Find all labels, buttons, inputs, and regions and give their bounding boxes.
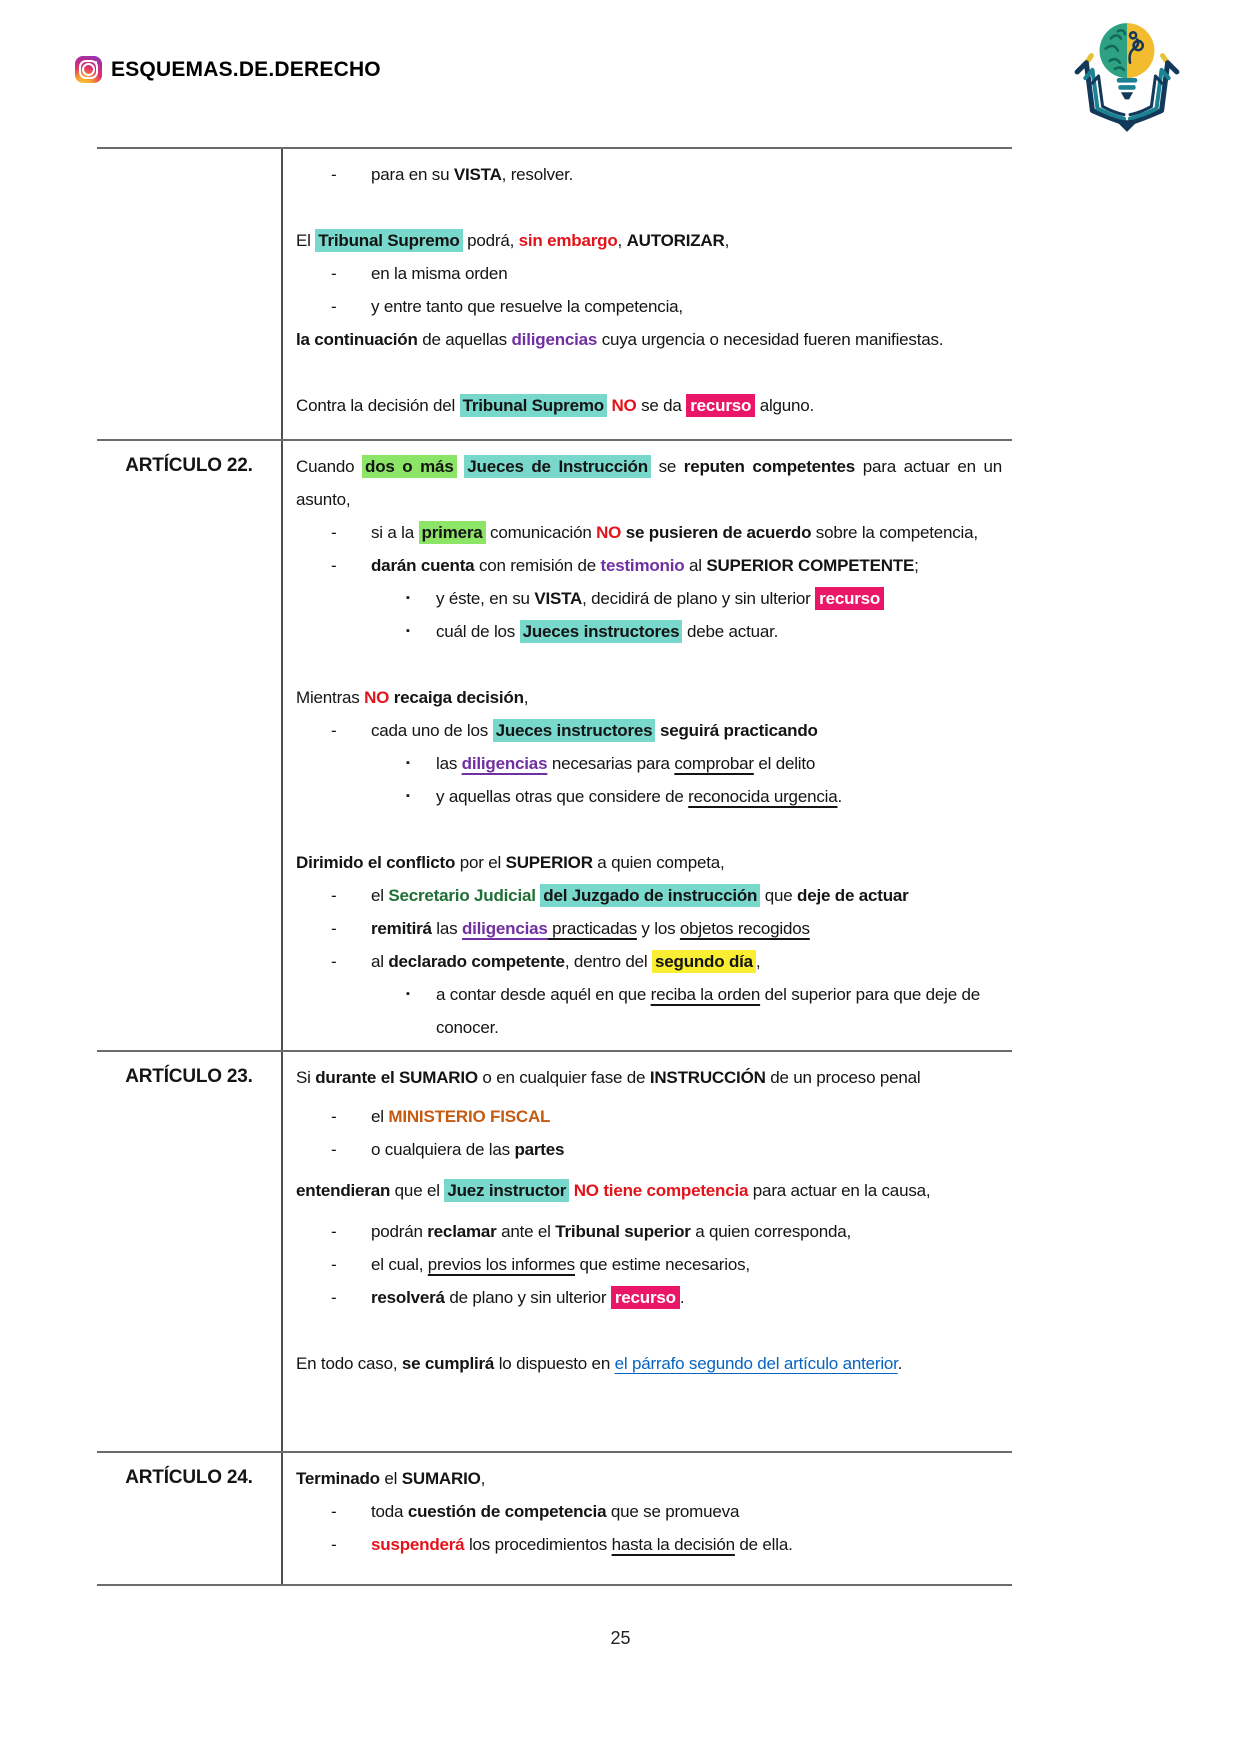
text-segment: . xyxy=(837,787,842,806)
text-line xyxy=(296,1100,1002,1133)
text-segment: practicadas xyxy=(547,919,637,938)
text-segment: reputen competentes xyxy=(683,457,856,476)
highlighted-text: Juez instructor xyxy=(444,1179,569,1202)
text-segment: al xyxy=(371,952,389,971)
text-segment: alguno. xyxy=(755,396,815,415)
text-line xyxy=(296,945,1002,978)
text-segment: resolverá xyxy=(371,1288,445,1307)
text-segment: y aquellas otras que considere de xyxy=(436,787,689,806)
text-segment: cada uno de los xyxy=(371,721,493,740)
text-segment: diligencias xyxy=(461,754,548,773)
text-segment: en la misma orden xyxy=(371,264,508,283)
text-segment: testimonio xyxy=(600,556,685,575)
instagram-icon xyxy=(75,56,102,83)
highlighted-text: Jueces instructores xyxy=(520,620,683,643)
text-line xyxy=(296,1248,1002,1281)
text-segment: de ella. xyxy=(734,1535,793,1554)
text-segment: que xyxy=(760,886,798,905)
text-segment: para actuar en la causa, xyxy=(748,1181,931,1200)
text-segment: VISTA xyxy=(453,165,502,184)
highlighted-text: recurso xyxy=(686,394,755,417)
text-segment: Tribunal superior xyxy=(555,1222,691,1241)
highlighted-text: Jueces instructores xyxy=(493,719,656,742)
text-segment: . xyxy=(897,1354,903,1373)
text-segment: hasta la decisión xyxy=(611,1535,735,1554)
text-line xyxy=(296,1061,1002,1094)
text-segment: por el xyxy=(455,853,506,872)
text-segment: se pusieren de acuerdo xyxy=(625,523,812,542)
highlighted-text: segundo día xyxy=(652,950,756,973)
text-segment: diligencias xyxy=(461,919,548,938)
text-line xyxy=(296,978,1002,1044)
text-segment: , xyxy=(480,1469,486,1488)
text-segment: reconocida urgencia xyxy=(688,787,838,806)
text-segment: necesarias para xyxy=(547,754,675,773)
text-segment: Secretario Judicial xyxy=(388,886,536,905)
cross-reference-link[interactable]: el párrafo segundo del artículo anterior xyxy=(614,1354,898,1373)
text-line xyxy=(296,549,1002,582)
text-segment: , xyxy=(755,952,761,971)
text-segment: y éste, en su xyxy=(436,589,535,608)
text-segment: sobre la competencia, xyxy=(811,523,978,542)
book-spine xyxy=(1112,117,1143,132)
text-segment: El xyxy=(296,231,316,250)
text-segment: el cual, xyxy=(371,1255,428,1274)
text-segment: se xyxy=(650,457,684,476)
instagram-camera-lens xyxy=(82,63,95,76)
text-segment: . xyxy=(679,1288,685,1307)
text-line xyxy=(296,1133,1002,1166)
text-line xyxy=(296,323,1002,356)
text-segment: ; xyxy=(914,556,919,575)
text-segment: si a la xyxy=(371,523,419,542)
table-row xyxy=(97,147,1012,439)
text-segment: o cualquiera de las xyxy=(371,1140,515,1159)
text-segment: se cumplirá xyxy=(401,1354,495,1373)
table-row xyxy=(97,439,1012,1050)
text-segment: NO xyxy=(611,396,637,415)
text-line xyxy=(296,389,1002,422)
text-segment: ante el xyxy=(496,1222,556,1241)
text-segment: que estime necesarios, xyxy=(574,1255,750,1274)
text-line xyxy=(296,1462,1002,1495)
text-segment: remitirá xyxy=(371,919,432,938)
text-line xyxy=(296,1495,1002,1528)
article-label: ARTÍCULO 24. xyxy=(97,1453,283,1584)
table-row xyxy=(97,1050,1012,1451)
text-segment: , dentro del xyxy=(564,952,652,971)
text-segment: las xyxy=(431,919,462,938)
highlighted-text: Tribunal Supremo xyxy=(460,394,607,417)
spacer xyxy=(296,813,1002,846)
page-number: 25 xyxy=(610,1628,631,1648)
text-segment: debe actuar. xyxy=(682,622,779,641)
highlighted-text: del Juzgado de instrucción xyxy=(540,884,760,907)
text-segment: a contar desde aquél en que xyxy=(436,985,651,1004)
text-segment: el xyxy=(371,886,389,905)
text-line xyxy=(296,158,1002,191)
text-line xyxy=(296,450,1002,516)
text-segment: podrán xyxy=(371,1222,428,1241)
text-segment: NO xyxy=(596,523,622,542)
article-content xyxy=(283,1052,1012,1451)
text-segment: darán cuenta xyxy=(371,556,475,575)
text-segment: que el xyxy=(390,1181,445,1200)
text-segment: AUTORIZAR xyxy=(626,231,725,250)
text-line xyxy=(296,912,1002,945)
spacer xyxy=(296,191,1002,224)
text-segment: el xyxy=(379,1469,402,1488)
text-segment: previos los informes xyxy=(427,1255,575,1274)
text-segment: comprobar xyxy=(674,754,754,773)
text-segment: el xyxy=(371,1107,389,1126)
text-line xyxy=(296,846,1002,879)
text-line xyxy=(296,615,1002,648)
text-segment: , decidirá de plano y sin ulterior xyxy=(582,589,816,608)
text-segment: y entre tanto que resuelve la competencia, xyxy=(371,297,683,316)
text-segment: seguirá practicando xyxy=(659,721,818,740)
text-segment: de aquellas xyxy=(417,330,512,349)
article-label: ARTÍCULO 22. xyxy=(97,441,283,1050)
text-segment: podrá, xyxy=(462,231,519,250)
text-segment: se da xyxy=(636,396,687,415)
brand-title: ESQUEMAS.DE.DERECHO xyxy=(111,57,381,81)
text-segment: el delito xyxy=(753,754,816,773)
text-segment: Contra la decisión del xyxy=(296,396,460,415)
text-segment: Mientras xyxy=(296,688,365,707)
table-row xyxy=(97,1451,1012,1584)
text-segment: entendieran xyxy=(296,1181,391,1200)
text-line xyxy=(296,224,1002,257)
text-line xyxy=(296,714,1002,747)
text-segment: NO tiene competencia xyxy=(573,1181,749,1200)
text-segment: a quien competa, xyxy=(592,853,725,872)
text-segment: o en cualquier fase de xyxy=(477,1068,650,1087)
page-header xyxy=(75,56,381,83)
text-segment: En todo caso, xyxy=(296,1354,402,1373)
text-segment: comunicación xyxy=(485,523,597,542)
text-segment: suspenderá xyxy=(371,1535,465,1554)
text-line xyxy=(296,879,1002,912)
text-line xyxy=(296,1281,1002,1314)
text-line xyxy=(296,582,1002,615)
text-segment: a quien corresponda, xyxy=(690,1222,851,1241)
text-line xyxy=(296,1215,1002,1248)
text-segment: reclamar xyxy=(427,1222,497,1241)
text-segment: partes xyxy=(514,1140,565,1159)
highlighted-text: recurso xyxy=(611,1286,680,1309)
text-segment: con remisión de xyxy=(474,556,601,575)
article-content xyxy=(283,1453,1012,1584)
text-segment: sin embargo xyxy=(518,231,618,250)
text-line xyxy=(296,1347,1002,1380)
text-segment: del superior para que deje de conocer. xyxy=(436,985,980,1037)
highlighted-text: Tribunal Supremo xyxy=(315,229,462,252)
text-segment: los procedimientos xyxy=(464,1535,612,1554)
highlighted-text: Jueces de Instrucción xyxy=(464,455,651,478)
text-line xyxy=(296,747,1002,780)
text-segment: objetos recogidos xyxy=(679,919,810,938)
text-segment: cuál de los xyxy=(436,622,520,641)
text-line xyxy=(296,681,1002,714)
highlighted-text: primera xyxy=(419,521,486,544)
text-segment: las xyxy=(436,754,462,773)
brain-book-logo xyxy=(1066,16,1188,134)
text-segment: Cuando xyxy=(296,457,363,476)
text-segment: SUMARIO xyxy=(401,1469,481,1488)
text-segment: de plano y sin ulterior xyxy=(444,1288,611,1307)
text-segment: SUPERIOR COMPETENTE xyxy=(706,556,915,575)
text-segment: VISTA xyxy=(534,589,583,608)
text-segment: la continuación xyxy=(296,330,418,349)
text-segment: recaiga decisión xyxy=(393,688,524,707)
text-segment: diligencias xyxy=(511,330,598,349)
text-segment: deje de actuar xyxy=(797,886,909,905)
spacer xyxy=(296,1314,1002,1347)
schema-table xyxy=(97,147,1012,1586)
article-label: ARTÍCULO 23. xyxy=(97,1052,283,1451)
text-segment: que se promueva xyxy=(606,1502,740,1521)
text-segment: toda xyxy=(371,1502,408,1521)
text-segment: para en su xyxy=(371,165,454,184)
text-segment: , xyxy=(617,231,627,250)
text-segment: durante el SUMARIO xyxy=(315,1068,478,1087)
text-segment: para actuar en un asunto, xyxy=(296,457,1002,509)
spacer xyxy=(296,356,1002,389)
text-segment: Si xyxy=(296,1068,316,1087)
text-segment: reciba la orden xyxy=(650,985,761,1004)
text-segment: , resolver. xyxy=(501,165,574,184)
article-content xyxy=(283,149,1012,439)
text-segment: cuya urgencia o necesidad fueren manifiestas. xyxy=(597,330,944,349)
text-segment: lo dispuesto en xyxy=(494,1354,615,1373)
text-line xyxy=(296,1528,1002,1561)
text-segment: , xyxy=(724,231,730,250)
text-segment: , xyxy=(523,688,529,707)
text-segment: MINISTERIO FISCAL xyxy=(388,1107,551,1126)
text-line xyxy=(296,516,1002,549)
instagram-camera-flash-dot xyxy=(95,61,98,64)
text-line xyxy=(296,290,1002,323)
text-segment: al xyxy=(684,556,707,575)
text-segment: declarado competente xyxy=(388,952,565,971)
text-line xyxy=(296,257,1002,290)
article-label xyxy=(97,149,283,439)
text-segment: cuestión de competencia xyxy=(407,1502,607,1521)
text-segment: NO xyxy=(364,688,390,707)
text-segment: SUPERIOR xyxy=(505,853,593,872)
text-line xyxy=(296,1174,1002,1207)
highlighted-text: dos o más xyxy=(362,455,457,478)
spacer xyxy=(296,648,1002,681)
highlighted-text: recurso xyxy=(815,587,884,610)
text-segment: de un proceso penal xyxy=(765,1068,921,1087)
text-line xyxy=(296,780,1002,813)
text-segment: INSTRUCCIÓN xyxy=(649,1068,766,1087)
text-segment: Terminado xyxy=(296,1469,380,1488)
text-segment: y los xyxy=(636,919,680,938)
article-content xyxy=(283,441,1012,1050)
text-segment: Dirimido el conflicto xyxy=(296,853,456,872)
